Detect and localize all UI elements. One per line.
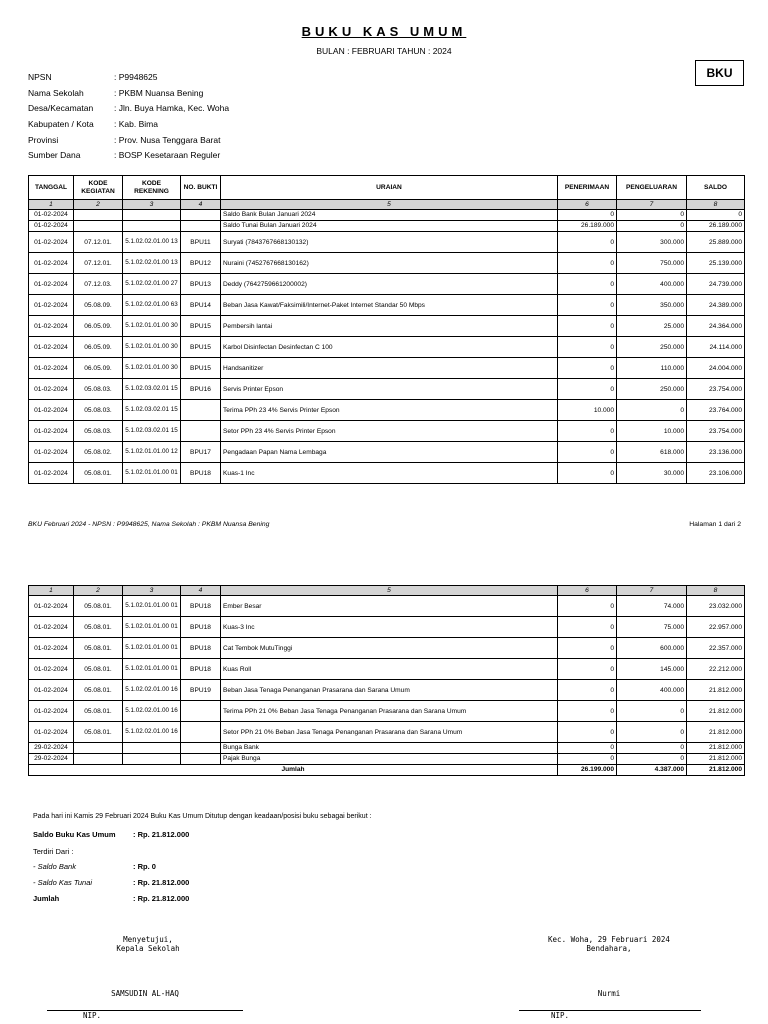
ledger-rows-page-1: [29, 210, 745, 484]
row-proof-number: BPU13: [181, 274, 221, 295]
row-balance: 26.189.000: [687, 221, 745, 232]
row-date: 01-02-2024: [29, 379, 74, 400]
info-row-npsn: [28, 70, 229, 86]
info-label: Desa/Kecamatan: [28, 103, 94, 114]
page-footer-info: BKU Februari 2024 - NPSN : P9948625, Nama Sekolah : PKBM Nuansa Bening: [28, 521, 270, 528]
column-header: URAIAN: [221, 176, 558, 200]
row-receipt: 0: [558, 659, 617, 680]
row-receipt: 0: [558, 743, 617, 754]
approval-caption: Menyetujui,: [123, 935, 173, 944]
row-proof-number: BPU18: [181, 463, 221, 484]
total-label: Jumlah: [29, 765, 558, 776]
row-receipt: 0: [558, 253, 617, 274]
row-activity-code: 05.08.03.: [74, 421, 123, 442]
row-description: Karbol Disinfectan Desinfectan C 100: [221, 337, 558, 358]
row-activity-code: 05.08.03.: [74, 400, 123, 421]
row-account-code: 5.1.02.01.01.00 12: [123, 442, 181, 463]
total-receipts: 26.199.000: [558, 765, 617, 776]
row-receipt: 0: [558, 463, 617, 484]
row-account-code: 5.1.02.02.01.00 63: [123, 295, 181, 316]
row-balance: 0: [687, 210, 745, 221]
row-expense: 25.000: [617, 316, 687, 337]
row-date: 01-02-2024: [29, 463, 74, 484]
row-date: 01-02-2024: [29, 722, 74, 743]
row-balance: 23.106.000: [687, 463, 745, 484]
total-expenses: 4.387.000: [617, 765, 687, 776]
info-value: : Kab. Bima: [114, 119, 158, 130]
ledger-table-page-2: [28, 585, 745, 776]
row-activity-code: 07.12.01.: [74, 253, 123, 274]
summary-label: - Saldo Kas Tunai: [33, 878, 93, 887]
row-expense: 250.000: [617, 379, 687, 400]
row-balance: 24.114.000: [687, 337, 745, 358]
table-row: [29, 358, 745, 379]
school-info: [28, 70, 229, 164]
summary-value: : Rp. 0: [133, 862, 156, 871]
row-activity-code: 05.08.01.: [74, 617, 123, 638]
row-receipt: 0: [558, 232, 617, 253]
row-expense: 0: [617, 701, 687, 722]
column-number: 2: [74, 586, 123, 596]
row-date: 01-02-2024: [29, 295, 74, 316]
row-description: Kuas-3 Inc: [221, 617, 558, 638]
table-row: [29, 442, 745, 463]
row-proof-number: [181, 400, 221, 421]
row-account-code: [123, 210, 181, 221]
row-balance: 23.754.000: [687, 379, 745, 400]
row-description: Terima PPh 23 4% Servis Printer Epson: [221, 400, 558, 421]
row-balance: 24.364.000: [687, 316, 745, 337]
treasurer-name: Nurmi: [597, 989, 621, 998]
info-value: : PKBM Nuansa Bening: [114, 87, 204, 98]
row-proof-number: [181, 701, 221, 722]
row-balance: 21.812.000: [687, 701, 745, 722]
column-header: KODE REKENING: [123, 176, 181, 200]
column-number-row: [29, 200, 745, 210]
info-label: Provinsi: [28, 134, 59, 145]
document-title: BUKU KAS UMUM: [301, 24, 467, 39]
row-receipt: 0: [558, 596, 617, 617]
summary-value: : Rp. 21.812.000: [133, 894, 190, 903]
row-proof-number: [181, 722, 221, 743]
table-row: [29, 379, 745, 400]
row-date: 01-02-2024: [29, 400, 74, 421]
summary-bank: [33, 862, 156, 871]
table-row: [29, 617, 745, 638]
treasurer-nip: NIP.: [551, 1011, 570, 1020]
row-date: 01-02-2024: [29, 232, 74, 253]
row-date: 01-02-2024: [29, 659, 74, 680]
row-expense: 10.000: [617, 421, 687, 442]
info-label: Kabupaten / Kota: [28, 119, 94, 130]
document-code-box: BKU: [695, 60, 744, 86]
row-date: 01-02-2024: [29, 210, 74, 221]
row-description: Pengadaan Papan Nama Lembaga: [221, 442, 558, 463]
approval-role: Kepala Sekolah: [116, 944, 180, 953]
row-activity-code: [74, 754, 123, 765]
column-number-row: [29, 586, 745, 596]
row-receipt: 0: [558, 316, 617, 337]
row-expense: 0: [617, 400, 687, 421]
row-receipt: 0: [558, 754, 617, 765]
row-proof-number: BPU16: [181, 379, 221, 400]
row-description: Ember Besar: [221, 596, 558, 617]
table-row: [29, 722, 745, 743]
row-proof-number: [181, 743, 221, 754]
summary-value: : Rp. 21.812.000: [133, 878, 190, 887]
document-period: BULAN : FEBRUARI TAHUN : 2024: [316, 46, 452, 56]
row-date: 01-02-2024: [29, 253, 74, 274]
table-row: [29, 295, 745, 316]
row-balance: 21.812.000: [687, 743, 745, 754]
row-description: Cat Tembok MutuTinggi: [221, 638, 558, 659]
row-balance: 21.812.000: [687, 754, 745, 765]
info-label: Nama Sekolah: [28, 87, 84, 98]
row-proof-number: BPU15: [181, 358, 221, 379]
row-balance: 25.889.000: [687, 232, 745, 253]
row-balance: 21.812.000: [687, 680, 745, 701]
row-balance: 21.812.000: [687, 722, 745, 743]
row-balance: 25.139.000: [687, 253, 745, 274]
row-account-code: [123, 743, 181, 754]
row-description: Bunga Bank: [221, 743, 558, 754]
row-date: 01-02-2024: [29, 421, 74, 442]
info-row-school-name: [28, 86, 229, 102]
row-activity-code: 07.12.01.: [74, 232, 123, 253]
column-number: 8: [687, 200, 745, 210]
treasurer-signature-line: [519, 1010, 701, 1011]
row-balance: 24.739.000: [687, 274, 745, 295]
row-date: 01-02-2024: [29, 680, 74, 701]
column-number: 7: [617, 586, 687, 596]
row-account-code: 5.1.02.02.01.00 27: [123, 274, 181, 295]
table-header-row: [29, 176, 745, 200]
row-activity-code: 05.08.01.: [74, 680, 123, 701]
row-description: Kuas Roll: [221, 659, 558, 680]
row-account-code: 5.1.02.01.01.00 01: [123, 596, 181, 617]
total-row: [29, 765, 745, 776]
summary-balance: [33, 830, 189, 839]
principal-name: SAMSUDIN AL-HAQ: [111, 989, 179, 998]
row-activity-code: 05.08.01.: [74, 659, 123, 680]
signing-place-date: Kec. Woha, 29 Februari 2024: [548, 935, 670, 944]
summary-label: - Saldo Bank: [33, 862, 76, 871]
row-proof-number: BPU14: [181, 295, 221, 316]
table-row: [29, 400, 745, 421]
row-activity-code: 05.08.01.: [74, 638, 123, 659]
column-number: 1: [29, 200, 74, 210]
principal-nip: NIP.: [83, 1011, 102, 1020]
row-description: Beban Jasa Tenaga Penanganan Prasarana dan Sarana Umum: [221, 680, 558, 701]
row-expense: 0: [617, 210, 687, 221]
row-description: Terima PPh 21 0% Beban Jasa Tenaga Penanganan Prasarana dan Sarana Umum: [221, 701, 558, 722]
row-activity-code: 05.08.03.: [74, 379, 123, 400]
row-description: Saldo Bank Bulan Januari 2024: [221, 210, 558, 221]
row-receipt: 0: [558, 680, 617, 701]
row-receipt: 0: [558, 379, 617, 400]
table-row: [29, 421, 745, 442]
row-proof-number: [181, 421, 221, 442]
row-proof-number: BPU12: [181, 253, 221, 274]
table-row: [29, 232, 745, 253]
row-date: 01-02-2024: [29, 358, 74, 379]
closing-statement: Pada hari ini Kamis 29 Februari 2024 Buku Kas Umum Ditutup dengan keadaan/posisi buku sebagai berikut :: [33, 813, 372, 820]
row-description: Servis Printer Epson: [221, 379, 558, 400]
row-receipt: 0: [558, 638, 617, 659]
row-activity-code: 05.08.02.: [74, 442, 123, 463]
table-row: [29, 596, 745, 617]
row-expense: 350.000: [617, 295, 687, 316]
row-account-code: 5.1.02.02.01.00 16: [123, 701, 181, 722]
row-proof-number: BPU15: [181, 316, 221, 337]
summary-total: [33, 894, 189, 903]
row-date: 01-02-2024: [29, 617, 74, 638]
column-number: 8: [687, 586, 745, 596]
info-value: : BOSP Kesetaraan Reguler: [114, 150, 221, 161]
row-activity-code: 05.08.01.: [74, 722, 123, 743]
row-proof-number: [181, 221, 221, 232]
row-balance: 23.136.000: [687, 442, 745, 463]
column-number: 7: [617, 200, 687, 210]
row-balance: 22.957.000: [687, 617, 745, 638]
row-account-code: 5.1.02.01.01.00 30: [123, 337, 181, 358]
row-date: 01-02-2024: [29, 701, 74, 722]
row-activity-code: [74, 221, 123, 232]
row-account-code: 5.1.02.01.01.00 30: [123, 316, 181, 337]
row-balance: 24.004.000: [687, 358, 745, 379]
table-row: [29, 680, 745, 701]
row-expense: 0: [617, 743, 687, 754]
row-balance: 23.754.000: [687, 421, 745, 442]
row-expense: 74.000: [617, 596, 687, 617]
row-activity-code: 05.08.01.: [74, 596, 123, 617]
table-row: [29, 659, 745, 680]
table-row: [29, 337, 745, 358]
row-description: Setor PPh 23 4% Servis Printer Epson: [221, 421, 558, 442]
row-activity-code: 06.05.09.: [74, 316, 123, 337]
table-row: [29, 701, 745, 722]
summary-cash: [33, 878, 189, 887]
row-account-code: 5.1.02.03.02.01 15: [123, 421, 181, 442]
row-account-code: 5.1.02.03.02.01 15: [123, 400, 181, 421]
row-receipt: 0: [558, 701, 617, 722]
row-proof-number: [181, 210, 221, 221]
total-balance: 21.812.000: [687, 765, 745, 776]
row-date: 01-02-2024: [29, 274, 74, 295]
row-account-code: 5.1.02.02.01.00 16: [123, 722, 181, 743]
row-expense: 110.000: [617, 358, 687, 379]
row-account-code: 5.1.02.01.01.00 30: [123, 358, 181, 379]
row-description: Pajak Bunga: [221, 754, 558, 765]
row-expense: 400.000: [617, 680, 687, 701]
summary-breakdown-label: Terdiri Dari :: [33, 847, 74, 856]
row-description: Beban Jasa Kawat/Faksimili/Internet-Paket Internet Standar 50 Mbps: [221, 295, 558, 316]
row-expense: 0: [617, 754, 687, 765]
row-receipt: 0: [558, 210, 617, 221]
row-balance: 24.389.000: [687, 295, 745, 316]
column-number: 5: [221, 586, 558, 596]
row-date: 01-02-2024: [29, 337, 74, 358]
column-number: 2: [74, 200, 123, 210]
column-number: 4: [181, 586, 221, 596]
row-proof-number: BPU18: [181, 596, 221, 617]
row-account-code: [123, 221, 181, 232]
row-proof-number: BPU18: [181, 638, 221, 659]
row-description: Setor PPh 21 0% Beban Jasa Tenaga Penanganan Prasarana dan Sarana Umum: [221, 722, 558, 743]
column-header: PENERIMAAN: [558, 176, 617, 200]
row-expense: 0: [617, 221, 687, 232]
column-number: 6: [558, 200, 617, 210]
row-account-code: 5.1.02.01.01.00 01: [123, 463, 181, 484]
row-receipt: 0: [558, 358, 617, 379]
row-proof-number: [181, 754, 221, 765]
row-receipt: 0: [558, 337, 617, 358]
column-number: 1: [29, 586, 74, 596]
table-row: [29, 253, 745, 274]
row-activity-code: [74, 743, 123, 754]
row-activity-code: 07.12.03.: [74, 274, 123, 295]
row-proof-number: BPU15: [181, 337, 221, 358]
treasurer-role: Bendahara,: [586, 944, 632, 953]
column-number: 3: [123, 200, 181, 210]
row-proof-number: BPU18: [181, 617, 221, 638]
row-description: Suryati (7843767668130132): [221, 232, 558, 253]
row-expense: 75.000: [617, 617, 687, 638]
row-receipt: 0: [558, 617, 617, 638]
row-activity-code: 06.05.09.: [74, 358, 123, 379]
row-expense: 600.000: [617, 638, 687, 659]
column-header: NO. BUKTI: [181, 176, 221, 200]
row-balance: 22.357.000: [687, 638, 745, 659]
row-balance: 22.212.000: [687, 659, 745, 680]
row-receipt: 0: [558, 722, 617, 743]
row-date: 01-02-2024: [29, 316, 74, 337]
row-activity-code: 05.08.09.: [74, 295, 123, 316]
row-account-code: 5.1.02.01.01.00 01: [123, 617, 181, 638]
info-row-district: [28, 101, 229, 117]
table-row: [29, 274, 745, 295]
row-account-code: 5.1.02.02.01.00 16: [123, 680, 181, 701]
table-row: [29, 316, 745, 337]
info-value: : Jln. Buya Hamka, Kec. Woha: [114, 103, 230, 114]
column-number: 4: [181, 200, 221, 210]
row-proof-number: BPU11: [181, 232, 221, 253]
row-date: 01-02-2024: [29, 221, 74, 232]
column-number: 3: [123, 586, 181, 596]
summary-label: Jumlah: [33, 894, 60, 903]
row-account-code: 5.1.02.02.01.00 13: [123, 232, 181, 253]
approval-block: [68, 935, 228, 953]
row-receipt: 0: [558, 442, 617, 463]
row-activity-code: [74, 210, 123, 221]
row-activity-code: 05.08.01.: [74, 463, 123, 484]
row-receipt: 0: [558, 295, 617, 316]
info-value: : Prov. Nusa Tenggara Barat: [114, 134, 221, 145]
row-date: 01-02-2024: [29, 638, 74, 659]
row-account-code: 5.1.02.02.01.00 13: [123, 253, 181, 274]
table-row: [29, 463, 745, 484]
table-row: [29, 221, 745, 232]
info-row-fund-source: [28, 148, 229, 164]
row-description: Deddy (7642759661200002): [221, 274, 558, 295]
info-label: NPSN: [28, 72, 52, 82]
row-proof-number: BPU18: [181, 659, 221, 680]
row-expense: 30.000: [617, 463, 687, 484]
info-label: Sumber Dana: [28, 150, 81, 161]
row-expense: 0: [617, 722, 687, 743]
table-row: [29, 754, 745, 765]
row-account-code: [123, 754, 181, 765]
row-date: 29-02-2024: [29, 743, 74, 754]
ledger-rows-page-2: [29, 596, 745, 765]
table-row: [29, 210, 745, 221]
row-receipt: 0: [558, 274, 617, 295]
row-account-code: 5.1.02.01.01.00 01: [123, 659, 181, 680]
ledger-table-page-1: [28, 175, 745, 484]
row-activity-code: 05.08.01.: [74, 701, 123, 722]
page-number: Halaman 1 dari 2: [689, 521, 741, 528]
row-description: Pembersih lantai: [221, 316, 558, 337]
row-expense: 400.000: [617, 274, 687, 295]
row-date: 29-02-2024: [29, 754, 74, 765]
row-date: 01-02-2024: [29, 596, 74, 617]
row-proof-number: BPU17: [181, 442, 221, 463]
row-proof-number: BPU19: [181, 680, 221, 701]
row-activity-code: 06.05.09.: [74, 337, 123, 358]
summary-label: Saldo Buku Kas Umum: [33, 830, 116, 839]
row-description: Saldo Tunai Bulan Januari 2024: [221, 221, 558, 232]
row-receipt: 10.000: [558, 400, 617, 421]
info-row-province: [28, 133, 229, 149]
row-balance: 23.764.000: [687, 400, 745, 421]
row-description: Nuraini (7452767668130162): [221, 253, 558, 274]
treasurer-block: [529, 935, 689, 953]
column-header: TANGGAL: [29, 176, 74, 200]
info-row-regency: [28, 117, 229, 133]
row-expense: 300.000: [617, 232, 687, 253]
principal-signature-line: [47, 1010, 243, 1011]
column-number: 6: [558, 586, 617, 596]
row-expense: 250.000: [617, 337, 687, 358]
column-header: SALDO: [687, 176, 745, 200]
table-row: [29, 638, 745, 659]
info-value: : P9948625: [114, 72, 158, 82]
row-receipt: 0: [558, 421, 617, 442]
row-expense: 618.000: [617, 442, 687, 463]
row-receipt: 26.189.000: [558, 221, 617, 232]
summary-value: : Rp. 21.812.000: [133, 830, 190, 839]
column-header: PENGELUARAN: [617, 176, 687, 200]
row-date: 01-02-2024: [29, 442, 74, 463]
row-expense: 145.000: [617, 659, 687, 680]
table-row: [29, 743, 745, 754]
row-account-code: 5.1.02.01.01.00 01: [123, 638, 181, 659]
row-balance: 23.032.000: [687, 596, 745, 617]
column-header: KODE KEGIATAN: [74, 176, 123, 200]
row-account-code: 5.1.02.03.02.01 15: [123, 379, 181, 400]
row-description: Kuas-1 Inc: [221, 463, 558, 484]
row-description: Handsanitizer: [221, 358, 558, 379]
row-expense: 750.000: [617, 253, 687, 274]
column-number: 5: [221, 200, 558, 210]
